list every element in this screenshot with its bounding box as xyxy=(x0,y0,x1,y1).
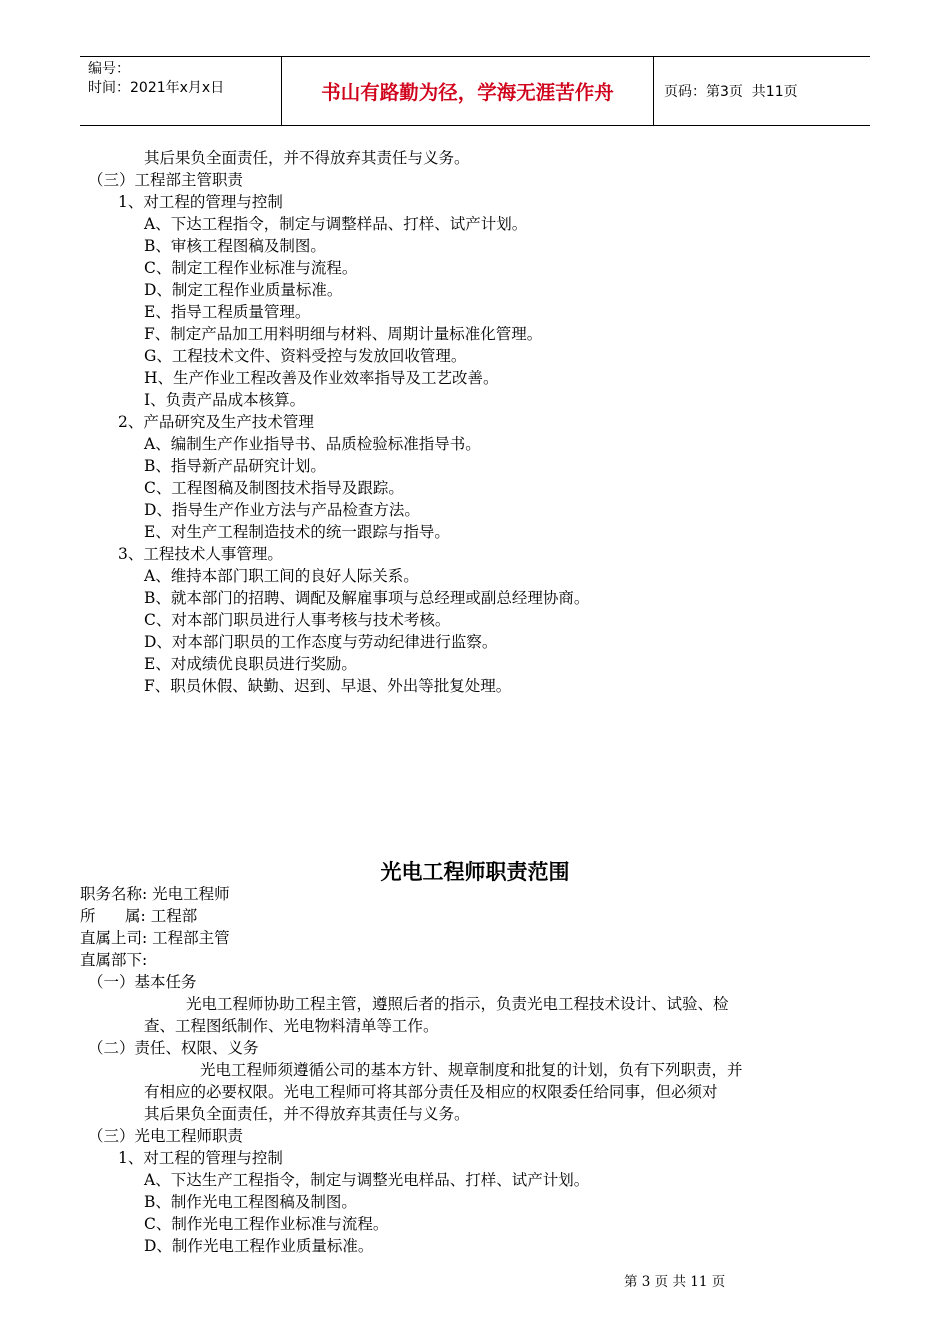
section-heading: （一）基本任务 xyxy=(88,973,197,991)
paragraph-line: 光电工程师协助工程主管，遵照后者的指示，负责光电工程技术设计、试验、检 xyxy=(186,995,729,1013)
section-heading: （三）工程部主管职责 xyxy=(88,171,244,189)
info-line: 职务名称: 光电工程师 xyxy=(80,885,230,903)
list-item: B、指导新产品研究计划。 xyxy=(144,457,326,475)
document-title: 光电工程师职责范围 xyxy=(380,860,570,884)
list-item: B、就本部门的招聘、调配及解雇事项与总经理或副总经理协商。 xyxy=(144,589,590,607)
paragraph-line: 光电工程师须遵循公司的基本方针、规章制度和批复的计划，负有下列职责，并 xyxy=(200,1061,743,1079)
list-item: E、对生产工程制造技术的统一跟踪与指导。 xyxy=(144,523,450,541)
paragraph-line: 其后果负全面责任，并不得放弃其责任与义务。 xyxy=(144,1105,470,1123)
group-title: 1、对工程的管理与控制 xyxy=(118,193,283,211)
page-label: 页码：第3页 共11页 xyxy=(664,84,798,100)
section-heading: （三）光电工程师职责 xyxy=(88,1127,244,1145)
list-item: G、工程技术文件、资料受控与发放回收管理。 xyxy=(144,347,467,365)
list-item: F、制定产品加工用料明细与材料、周期计量标准化管理。 xyxy=(144,325,543,343)
group-title: 3、工程技术人事管理。 xyxy=(118,545,283,563)
list-item: D、制作光电工程作业质量标准。 xyxy=(144,1237,374,1255)
info-line: 所 属: 工程部 xyxy=(80,907,198,925)
list-item: C、工程图稿及制图技术指导及跟踪。 xyxy=(144,479,404,497)
group-title: 1、对工程的管理与控制 xyxy=(118,1149,283,1167)
list-item: C、制作光电工程作业标准与流程。 xyxy=(144,1215,389,1233)
list-item: C、对本部门职员进行人事考核与技术考核。 xyxy=(144,611,451,629)
header-meta xyxy=(80,57,282,125)
list-item: A、下达生产工程指令，制定与调整光电样品、打样、试产计划。 xyxy=(144,1171,590,1189)
page-footer: 第 3 页 共 11 页 xyxy=(624,1274,726,1290)
number-label: 编号： xyxy=(88,61,130,77)
time-label: 时间：2021年x月x日 xyxy=(88,80,225,96)
carry-over-line: 其后果负全面责任，并不得放弃其责任与义务。 xyxy=(144,149,470,167)
list-item: C、制定工程作业标准与流程。 xyxy=(144,259,358,277)
header-motto: 书山有路勤为径，学海无涯苦作舟 xyxy=(282,57,654,125)
page-header xyxy=(80,56,870,126)
list-item: A、维持本部门职工间的良好人际关系。 xyxy=(144,567,419,585)
list-item: D、制定工程作业质量标准。 xyxy=(144,281,343,299)
list-item: H、生产作业工程改善及作业效率指导及工艺改善。 xyxy=(144,369,499,387)
info-line: 直属部下: xyxy=(80,951,148,969)
paragraph-line: 有相应的必要权限。光电工程师可将其部分责任及相应的权限委任给同事，但必须对 xyxy=(144,1083,718,1101)
list-item: F、职员休假、缺勤、迟到、早退、外出等批复处理。 xyxy=(144,677,512,695)
paragraph-line: 查、工程图纸制作、光电物料清单等工作。 xyxy=(144,1017,439,1035)
group-title: 2、产品研究及生产技术管理 xyxy=(118,413,314,431)
list-item: B、审核工程图稿及制图。 xyxy=(144,237,326,255)
section-heading: （二）责任、权限、义务 xyxy=(88,1039,259,1057)
list-item: D、对本部门职员的工作态度与劳动纪律进行监察。 xyxy=(144,633,498,651)
list-item: B、制作光电工程图稿及制图。 xyxy=(144,1193,357,1211)
list-item: A、下达工程指令，制定与调整样品、打样、试产计划。 xyxy=(144,215,528,233)
info-line: 直属上司: 工程部主管 xyxy=(80,929,230,947)
list-item: D、指导生产作业方法与产品检查方法。 xyxy=(144,501,420,519)
list-item: A、编制生产作业指导书、品质检验标准指导书。 xyxy=(144,435,481,453)
list-item: I、负责产品成本核算。 xyxy=(144,391,306,409)
header-page-info xyxy=(654,57,870,125)
list-item: E、对成绩优良职员进行奖励。 xyxy=(144,655,357,673)
list-item: E、指导工程质量管理。 xyxy=(144,303,311,321)
